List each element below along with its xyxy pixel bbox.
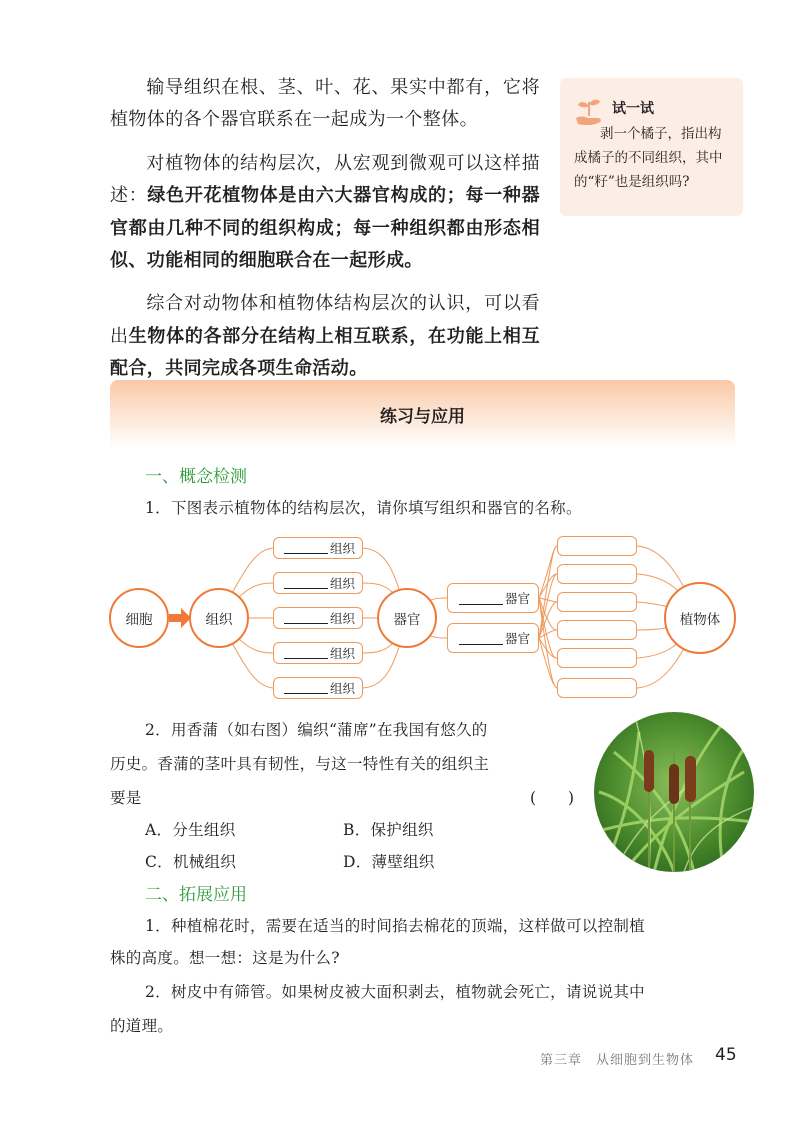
try-it-title: 试一试 [612, 101, 654, 117]
empty-answer-box[interactable] [557, 648, 637, 668]
fill-blank[interactable] [284, 682, 328, 694]
extension-q2-line-2: 的道理。 [110, 1017, 174, 1035]
question-2-line-2: 历史。香蒲的茎叶具有韧性，与这一特性有关的组织主 [110, 755, 490, 773]
option-b[interactable]: B．保护组织 [343, 821, 434, 839]
tissue-blank-box[interactable] [273, 537, 363, 559]
option-c[interactable]: C．机械组织 [145, 853, 237, 871]
fill-blank[interactable] [284, 577, 328, 589]
extension-q1-line-2: 株的高度。想一想：这是为什么? [110, 949, 340, 967]
organ-node: 器官 [377, 588, 437, 648]
exercise-banner [110, 380, 735, 448]
exercise-banner-title: 练习与应用 [380, 407, 465, 427]
chapter-footer: 第三章 从细胞到生物体 [540, 1053, 695, 1068]
extension-q2-line-1: 2．树皮中有筛管。如果树皮被大面积剥去，植物就会死亡，请说说其中 [145, 983, 645, 1001]
cell-node: 细胞 [109, 588, 169, 648]
empty-answer-box[interactable] [557, 592, 637, 612]
question-2-line-3: 要是 [110, 789, 142, 807]
intro-p2-lead: 对植物体的结构层次，从宏观到微观可以这样描述： [110, 152, 540, 207]
answer-parentheses[interactable]: ( ) [530, 789, 575, 807]
cattail-photo [594, 712, 754, 872]
organ-blank-box[interactable] [447, 623, 539, 653]
empty-answer-box[interactable] [557, 536, 637, 556]
try-it-text [574, 122, 734, 194]
arrow-icon [169, 608, 191, 628]
tissue-box-label: 组织 [329, 681, 355, 696]
option-d[interactable]: D．薄壁组织 [343, 853, 435, 871]
organ-box-label: 器官 [504, 631, 530, 646]
tissue-blank-box[interactable] [273, 642, 363, 664]
plant-node: 植物体 [664, 582, 736, 654]
tissue-box-label: 组织 [329, 611, 355, 626]
tissue-node: 组织 [189, 588, 249, 648]
extension-q1-line-1: 1．种植棉花时，需要在适当的时间掐去棉花的顶端，这样做可以控制植 [145, 917, 645, 935]
tissue-box-label: 组织 [329, 541, 355, 556]
fill-blank[interactable] [284, 647, 328, 659]
tissue-blank-box[interactable] [273, 572, 363, 594]
fill-blank[interactable] [459, 631, 503, 645]
intro-p1-text: 输导组织在根、茎、叶、花、果实中都有，它将植物体的各个器官联系在一起成为一个整体。 [110, 77, 540, 131]
question-2-line-1: 2．用香蒲（如右图）编织“蒲席”在我国有悠久的 [145, 721, 488, 739]
tissue-blank-box[interactable] [273, 607, 363, 629]
tissue-blank-box[interactable] [273, 677, 363, 699]
organ-blank-box[interactable] [447, 583, 539, 613]
intro-paragraph-3 [110, 288, 540, 385]
page-number: 45 [715, 1045, 737, 1065]
plant-structure-diagram [105, 528, 745, 708]
fill-blank[interactable] [284, 612, 328, 624]
extension-heading: 二、拓展应用 [145, 885, 247, 905]
empty-answer-box[interactable] [557, 620, 637, 640]
empty-answer-box[interactable] [557, 678, 637, 698]
fill-blank[interactable] [284, 542, 328, 554]
fill-blank[interactable] [459, 591, 503, 605]
organ-box-label: 器官 [504, 591, 530, 606]
option-a[interactable]: A．分生组织 [145, 821, 236, 839]
try-it-body: 剥一个橘子，指出构成橘子的不同组织，其中的“籽”也是组织吗? [574, 126, 723, 190]
intro-p2-bold: 绿色开花植物体是由六大器官构成的；每一种器官都由几种不同的组织构成；每一种组织都由形态相似、功能相同的细胞联合在一起形成。 [110, 185, 540, 272]
intro-paragraph-2 [110, 148, 540, 278]
concept-check-heading: 一、概念检测 [145, 467, 247, 487]
empty-answer-box[interactable] [557, 564, 637, 584]
intro-p3-bold: 生物体的各部分在结构上相互联系，在功能上相互配合，共同完成各项生命活动。 [110, 325, 540, 380]
tissue-box-label: 组织 [329, 576, 355, 591]
intro-text [110, 72, 540, 397]
intro-p3-lead: 综合对动物体和植物体结构层次的认识，可以看出 [110, 293, 540, 347]
question-1-text: 1．下图表示植物体的结构层次，请你填写组织和器官的名称。 [145, 499, 582, 517]
try-it-box [560, 78, 743, 216]
intro-paragraph-1 [110, 72, 540, 137]
tissue-box-label: 组织 [329, 646, 355, 661]
